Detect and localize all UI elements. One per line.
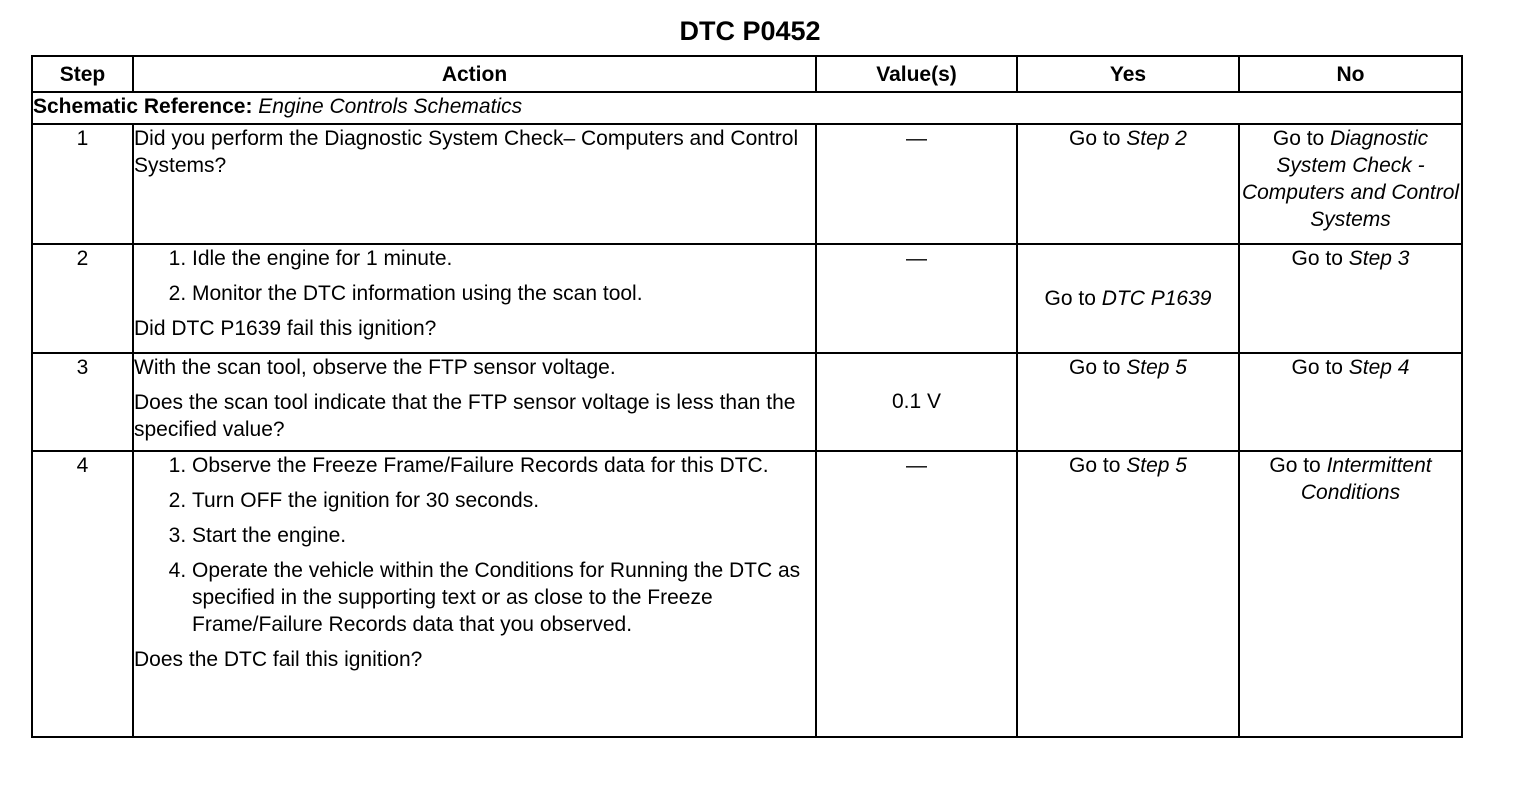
value-cell xyxy=(816,353,1017,451)
value-text: 0.1 V xyxy=(891,390,942,413)
yes-link[interactable]: DTC P1639 xyxy=(1101,287,1212,310)
step-number: 1 xyxy=(32,124,133,244)
action-cell xyxy=(133,451,816,737)
list-item: 4. Operate the vehicle within the Conditions for Running the DTC as specified in the supporting text or as close to the Freeze Frame/Failure Records data that you observed. xyxy=(192,557,815,638)
action-cell xyxy=(133,353,816,451)
go-to-text: Go to xyxy=(1272,127,1325,150)
page-title: DTC P0452 xyxy=(679,16,821,46)
header-action: Action xyxy=(133,56,816,92)
go-to-text: Go to xyxy=(1269,454,1321,477)
go-to-text: Go to xyxy=(1069,454,1121,477)
action-question: Did DTC P1639 fail this ignition? xyxy=(134,317,437,340)
no-link[interactable]: Step 4 xyxy=(1348,356,1410,379)
yes-link[interactable]: Step 5 xyxy=(1126,356,1187,379)
go-to-text: Go to xyxy=(1044,287,1096,310)
go-to-text: Go to xyxy=(1291,247,1343,270)
header-row xyxy=(32,56,1462,92)
yes-cell xyxy=(1017,244,1239,353)
action-steps-list xyxy=(134,245,815,307)
no-cell xyxy=(1239,353,1462,451)
list-item: 2. Monitor the DTC information using the scan tool. xyxy=(192,280,815,307)
go-to-text: Go to xyxy=(1069,356,1121,379)
header-step: Step xyxy=(32,56,133,92)
list-item: 1. Observe the Freeze Frame/Failure Records data for this DTC. xyxy=(192,452,815,479)
yes-link[interactable]: Step 2 xyxy=(1126,127,1187,150)
go-to-text: Go to xyxy=(1291,356,1343,379)
schematic-reference-link[interactable]: Engine Controls Schematics xyxy=(258,95,523,118)
value-cell xyxy=(816,244,1017,353)
table-row xyxy=(32,353,1462,451)
no-cell xyxy=(1239,451,1462,737)
schematic-reference xyxy=(32,92,1462,124)
yes-cell xyxy=(1017,353,1239,451)
header-values: Value(s) xyxy=(816,56,1017,92)
schematic-reference-label: Schematic Reference: xyxy=(33,95,253,118)
action-cell xyxy=(133,244,816,353)
header-no: No xyxy=(1239,56,1462,92)
no-link[interactable]: Intermittent Conditions xyxy=(1300,454,1432,504)
no-cell xyxy=(1239,244,1462,353)
yes-link[interactable]: Step 5 xyxy=(1126,454,1187,477)
diagnostic-table xyxy=(31,55,1463,738)
no-cell xyxy=(1239,124,1462,244)
table-row xyxy=(32,244,1462,353)
step-number: 4 xyxy=(32,451,133,737)
yes-cell xyxy=(1017,124,1239,244)
schematic-reference-row xyxy=(32,92,1462,124)
action-instruction: With the scan tool, observe the FTP sensor voltage. xyxy=(134,356,616,379)
value-cell xyxy=(816,451,1017,737)
step-number: 2 xyxy=(32,244,133,353)
list-item: 2. Turn OFF the ignition for 30 seconds. xyxy=(192,487,815,514)
no-link[interactable]: Step 3 xyxy=(1348,247,1410,270)
yes-cell xyxy=(1017,451,1239,737)
go-to-text: Go to xyxy=(1069,127,1121,150)
action-question: Does the scan tool indicate that the FTP sensor voltage is less than the specified value? xyxy=(134,391,796,441)
list-item: 1. Idle the engine for 1 minute. xyxy=(192,245,815,272)
list-item: 3. Start the engine. xyxy=(192,522,815,549)
action-question: Does the DTC fail this ignition? xyxy=(134,648,423,671)
action-question: Did you perform the Diagnostic System Check– Computers and Control Systems? xyxy=(134,127,799,177)
action-cell xyxy=(133,124,816,244)
no-link[interactable]: Diagnostic System Check - Computers and Control Systems xyxy=(1241,127,1460,231)
table-row xyxy=(32,451,1462,737)
value-text: — xyxy=(906,247,927,270)
table-row xyxy=(32,124,1462,244)
header-yes: Yes xyxy=(1017,56,1239,92)
value-text: — xyxy=(906,454,927,477)
step-number: 3 xyxy=(32,353,133,451)
action-steps-list xyxy=(134,452,815,638)
value-text: — xyxy=(906,127,927,150)
value-cell xyxy=(816,124,1017,244)
